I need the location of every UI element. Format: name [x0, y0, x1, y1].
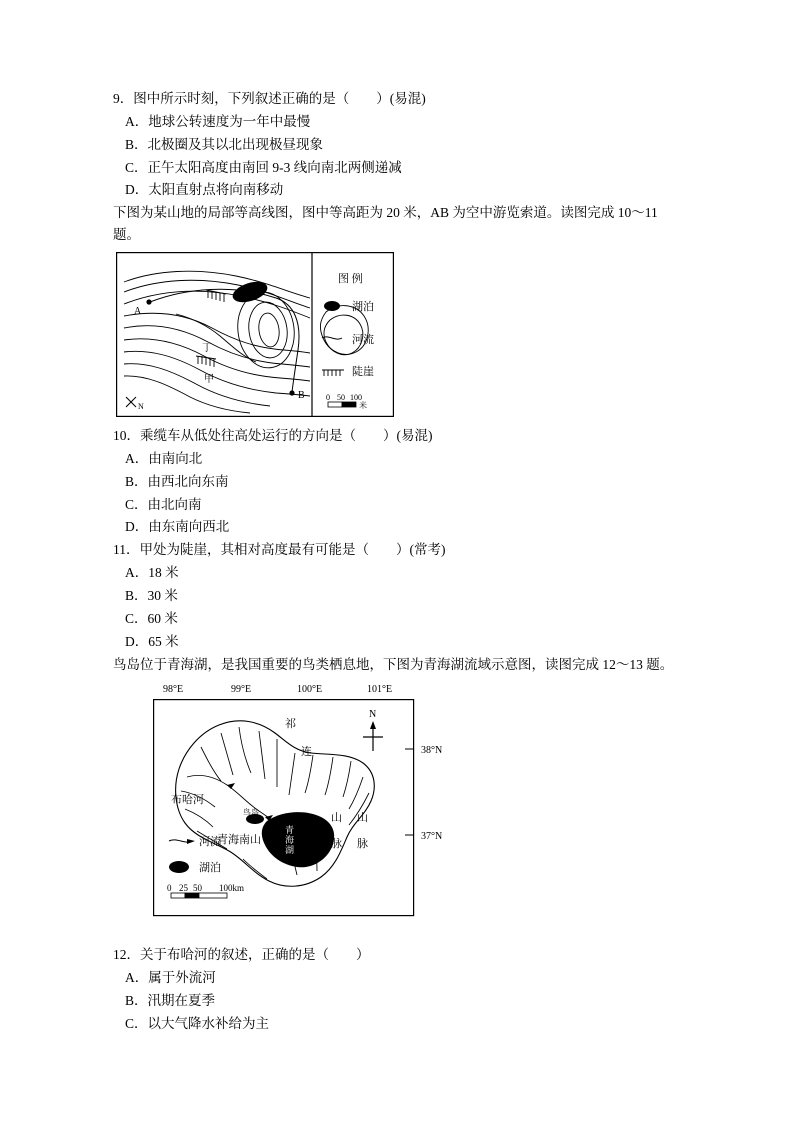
legend-lake-label: 湖泊 — [199, 862, 221, 875]
place-label: 连 — [301, 746, 312, 759]
lat-label: 37°N — [421, 831, 443, 843]
passage-text: 鸟岛位于青海湖，是我国重要的鸟类栖息地，下图为青海湖流域示意图，读图完成 12～13 题。 — [113, 656, 674, 672]
question-block-10 — [113, 425, 681, 538]
place-label: 山 — [357, 812, 368, 825]
legend-title: 图 例 — [338, 273, 363, 286]
svg-text:脉: 脉 — [357, 838, 368, 851]
question-stem: 11．甲处为陡崖，其相对高度最有可能是（ ）(常考) — [113, 542, 446, 558]
question-option: C．以大气降水补给为主 — [125, 1016, 270, 1032]
question-option: A．18 米 — [125, 565, 179, 581]
question-option: B．由西北向东南 — [125, 473, 229, 489]
lon-label: 99°E — [231, 684, 252, 696]
place-label-qinghainanshan: 青海南山 — [217, 834, 261, 847]
svg-text:N: N — [369, 709, 377, 721]
scale-tick: 0 — [326, 393, 330, 403]
question-option: C．由北向南 — [125, 496, 202, 512]
label-qinghai-lake: 青 — [285, 825, 295, 836]
place-label: 山 — [331, 812, 342, 825]
question-option: A．地球公转速度为一年中最慢 — [125, 113, 311, 129]
lon-label: 98°E — [163, 684, 184, 696]
point-marker-a — [146, 299, 151, 304]
question-option: C．正午太阳高度由南回 9-3 线向南北两侧递减 — [125, 159, 402, 175]
question-block-12 — [113, 944, 681, 1034]
scale-tick: 50 — [193, 883, 202, 894]
legend-lake-icon — [324, 301, 340, 311]
legend-lake-label: 湖泊 — [352, 301, 374, 314]
scale-tick: 0 — [167, 883, 172, 894]
label-ding: 丁 — [202, 343, 212, 355]
question-stem: 9．图中所示时刻，下列叙述正确的是（ ）(易混) — [113, 91, 426, 106]
legend-lake-icon — [169, 861, 189, 873]
place-label: 脉 — [331, 838, 342, 851]
legend-river-label: 河流 — [199, 836, 221, 849]
passage-text: 下图为某山地的局部等高线图，图中等高距为 20 米，AB 为空中游览索道。读图完成 10～11 题。 — [113, 205, 658, 243]
contour-map-figure — [116, 252, 394, 417]
figure-contour-wrapper — [113, 252, 681, 417]
question-option: D．由东南向西北 — [125, 519, 230, 535]
scale-tick: 25 — [179, 883, 188, 894]
place-label-buhahe: 布哈河 — [171, 794, 204, 807]
question-option: D．65 米 — [125, 633, 179, 649]
svg-text:湖: 湖 — [285, 845, 295, 856]
label-a: A — [134, 306, 142, 318]
svg-text:海: 海 — [285, 835, 295, 846]
lat-label: 38°N — [421, 745, 443, 757]
legend-river-label: 河流 — [352, 334, 374, 347]
question-option: A．属于外流河 — [125, 970, 216, 986]
scale-unit: 米 — [359, 401, 367, 411]
question-option: B．汛期在夏季 — [125, 993, 216, 1009]
scale-tick: 100 — [350, 393, 362, 403]
question-option: C．60 米 — [125, 610, 178, 626]
point-marker-b — [289, 390, 294, 395]
question-block-9 — [113, 88, 681, 201]
figure-qinghai-wrapper — [113, 681, 681, 936]
scale-tick: 50 — [337, 393, 345, 403]
place-label: 祁 — [285, 718, 296, 731]
label-bird-island: 鸟岛 — [243, 808, 259, 818]
scale-tick: 100km — [219, 883, 245, 894]
legend-cliff-label: 陡崖 — [352, 366, 374, 379]
question-option: B．北极圈及其以北出现极昼现象 — [125, 136, 324, 152]
qinghai-lake-map-figure — [135, 681, 485, 936]
document-content — [113, 88, 681, 1036]
question-stem: 10．乘缆车从低处往高处运行的方向是（ ）(易混) — [113, 428, 433, 444]
question-option: B．30 米 — [125, 588, 178, 604]
lon-label: 101°E — [367, 684, 393, 696]
question-block-11 — [113, 539, 681, 652]
question-option: D．太阳直射点将向南移动 — [125, 182, 284, 198]
label-jia: 甲 — [204, 374, 214, 386]
question-stem: 12．关于布哈河的叙述，正确的是（ ） — [113, 947, 370, 963]
question-option: A．由南向北 — [125, 450, 203, 466]
svg-text:N: N — [138, 402, 144, 412]
label-b: B — [298, 390, 305, 402]
lon-label: 100°E — [297, 684, 323, 696]
